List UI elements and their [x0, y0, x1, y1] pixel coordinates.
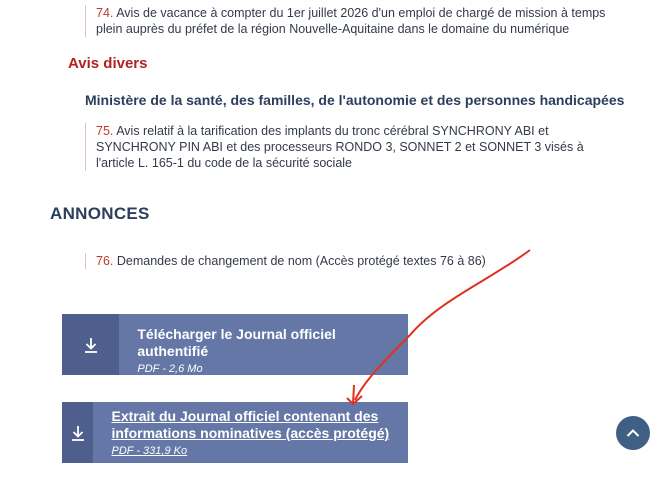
download-meta: PDF - 331,9 Ko	[111, 445, 188, 457]
entry-link[interactable]: Avis de vacance à compter du 1er juillet 2026 d'un emploi de chargé de mission à temps plein auprès du préfet de la région Nouvelle-Aquitaine dans le domaine du numérique	[96, 6, 606, 36]
entry-number: 75.	[96, 124, 114, 138]
download-authentic-button[interactable]	[62, 314, 408, 375]
entry-link[interactable]: Demandes de changement de nom (Accès protégé textes 76 à 86)	[116, 254, 486, 268]
download-label: Extrait du Journal officiel contenant des informations nominatives (accès protégé)	[111, 408, 390, 441]
list-item-75[interactable]	[85, 123, 611, 171]
ministry-heading: Ministère de la santé, des familles, de l'autonomie et des personnes handicapées	[85, 92, 625, 108]
list-item-74[interactable]	[85, 5, 606, 37]
chevron-up-icon	[626, 428, 640, 438]
entry-number: 74.	[96, 6, 114, 20]
scroll-top-button[interactable]	[616, 416, 650, 450]
download-icon	[62, 402, 93, 463]
section-avis-divers: Avis divers	[68, 55, 148, 72]
entry-number: 76.	[96, 254, 114, 268]
list-item-76[interactable]	[85, 253, 616, 269]
section-annonces: ANNONCES	[50, 204, 150, 223]
download-icon	[62, 314, 119, 375]
download-extract-button[interactable]	[62, 402, 408, 463]
entry-link[interactable]: Avis relatif à la tarification des implants du tronc cérébral SYNCHRONY ABI et SYNCHRONY PIN ABI et des processeurs RONDO 3, SONNET 2 et SONNET 3 visés à l'article L. 165-1 du code de la sécurité sociale	[96, 124, 584, 170]
download-label: Télécharger le Journal officiel authentifié	[137, 326, 336, 359]
download-meta: PDF - 2,6 Mo	[137, 363, 203, 375]
